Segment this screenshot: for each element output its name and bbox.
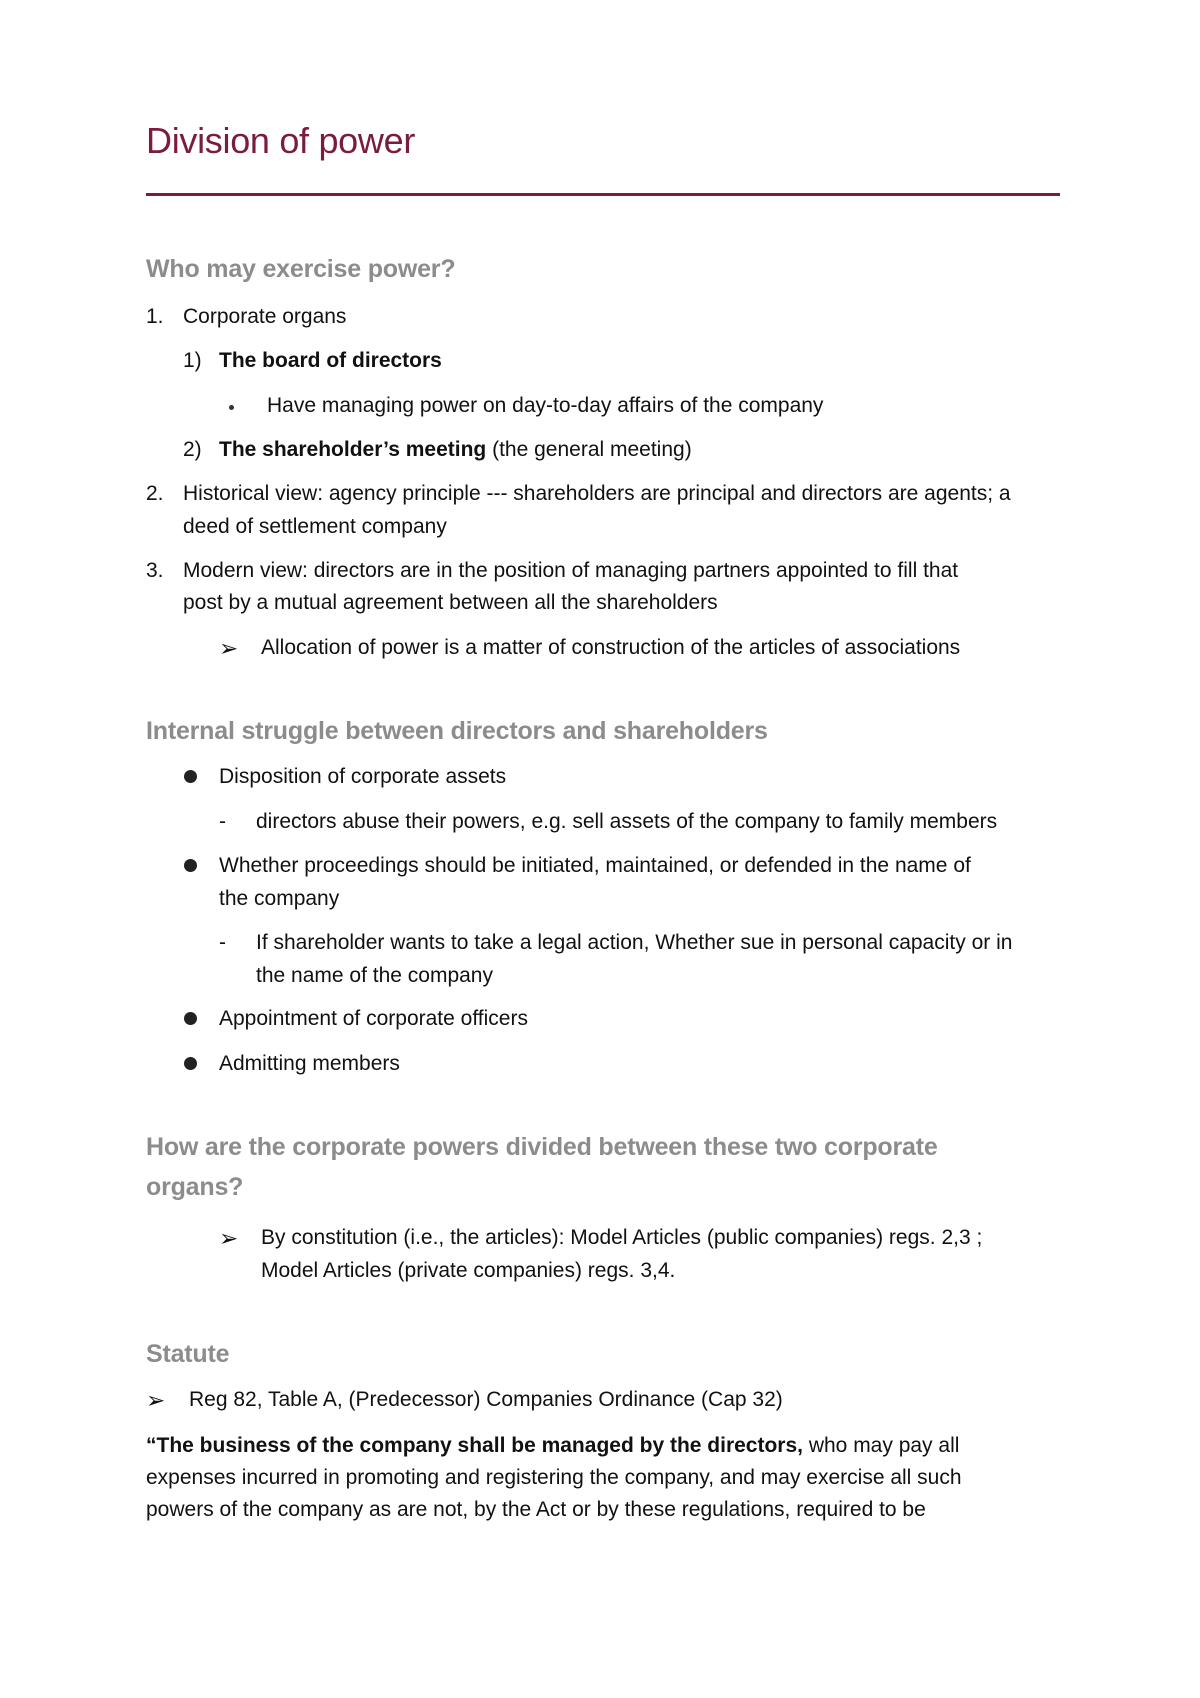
sublist-item-rest: (the general meeting)	[486, 438, 692, 461]
dash-bullet-icon: -	[219, 931, 226, 954]
bullet-icon	[184, 859, 197, 872]
bullet-item-text-continued: the company	[219, 887, 340, 910]
arrow-bullet-icon: ➢	[146, 1387, 166, 1413]
quote-text	[146, 1430, 959, 1462]
sublist-item-text: The board of directors	[219, 349, 442, 372]
list-item-text: Modern view: directors are in the position of managing partners appointed to fill that	[183, 559, 959, 582]
bullet-item-text: Appointment of corporate officers	[219, 1007, 528, 1030]
small-bullet-icon	[229, 405, 234, 410]
list-number: 1.	[146, 305, 164, 328]
list-number: 3.	[146, 559, 164, 582]
dash-bullet-icon: -	[219, 810, 226, 833]
title-underline	[146, 193, 1060, 196]
sublist-item-bold: The shareholder’s meeting	[219, 438, 487, 461]
arrow-item-text: Allocation of power is a matter of construction of the articles of associations	[261, 636, 961, 659]
list-item-text: Historical view: agency principle --- shareholders are principal and directors are agents; a	[183, 482, 1011, 505]
dash-item-text-continued: the name of the company	[256, 964, 493, 987]
section-heading-division-continued: organs?	[146, 1173, 244, 1201]
bullet-icon	[184, 1012, 197, 1025]
list-number: 2.	[146, 482, 164, 505]
dash-item-text: directors abuse their powers, e.g. sell assets of the company to family members	[256, 810, 998, 833]
bullet-item-text: Disposition of corporate assets	[219, 765, 507, 788]
arrow-item-text-continued: Model Articles (private companies) regs. 3,4.	[261, 1259, 676, 1282]
quote-bold: “The business of the company shall be managed by the directors,	[146, 1434, 803, 1457]
sublist-item-text	[219, 434, 692, 466]
list-item-text: Corporate organs	[183, 305, 347, 328]
list-item-text-continued: post by a mutual agreement between all the shareholders	[183, 591, 718, 614]
bullet-icon	[184, 770, 197, 783]
bullet-item-text: Have managing power on day-to-day affairs of the company	[267, 394, 824, 417]
section-heading-internal-struggle: Internal struggle between directors and shareholders	[146, 717, 768, 745]
bullet-icon	[184, 1057, 197, 1070]
arrow-bullet-icon: ➢	[219, 1225, 239, 1251]
page-title: Division of power	[146, 120, 416, 161]
dash-item-text: If shareholder wants to take a legal action, Whether sue in personal capacity or in	[256, 931, 1013, 954]
list-item-text-continued: deed of settlement company	[183, 515, 447, 538]
quote-text-continued: powers of the company as are not, by the Act or by these regulations, required to be	[146, 1498, 926, 1521]
section-heading-who-may-exercise: Who may exercise power?	[146, 255, 456, 283]
bullet-item-text: Admitting members	[219, 1052, 400, 1075]
section-heading-statute: Statute	[146, 1340, 230, 1368]
arrow-bullet-icon: ➢	[219, 635, 239, 661]
quote-text-continued: expenses incurred in promoting and registering the company, and may exercise all such	[146, 1466, 962, 1489]
section-heading-division: How are the corporate powers divided between these two corporate	[146, 1133, 938, 1161]
sublist-number: 1)	[183, 349, 202, 372]
arrow-item-text: Reg 82, Table A, (Predecessor) Companies Ordinance (Cap 32)	[189, 1388, 783, 1411]
arrow-item-text: By constitution (i.e., the articles): Model Articles (public companies) regs. 2,3 ;	[261, 1226, 983, 1249]
quote-rest: who may pay all	[803, 1434, 960, 1457]
sublist-number: 2)	[183, 438, 202, 461]
bullet-item-text: Whether proceedings should be initiated, maintained, or defended in the name of	[219, 854, 971, 877]
